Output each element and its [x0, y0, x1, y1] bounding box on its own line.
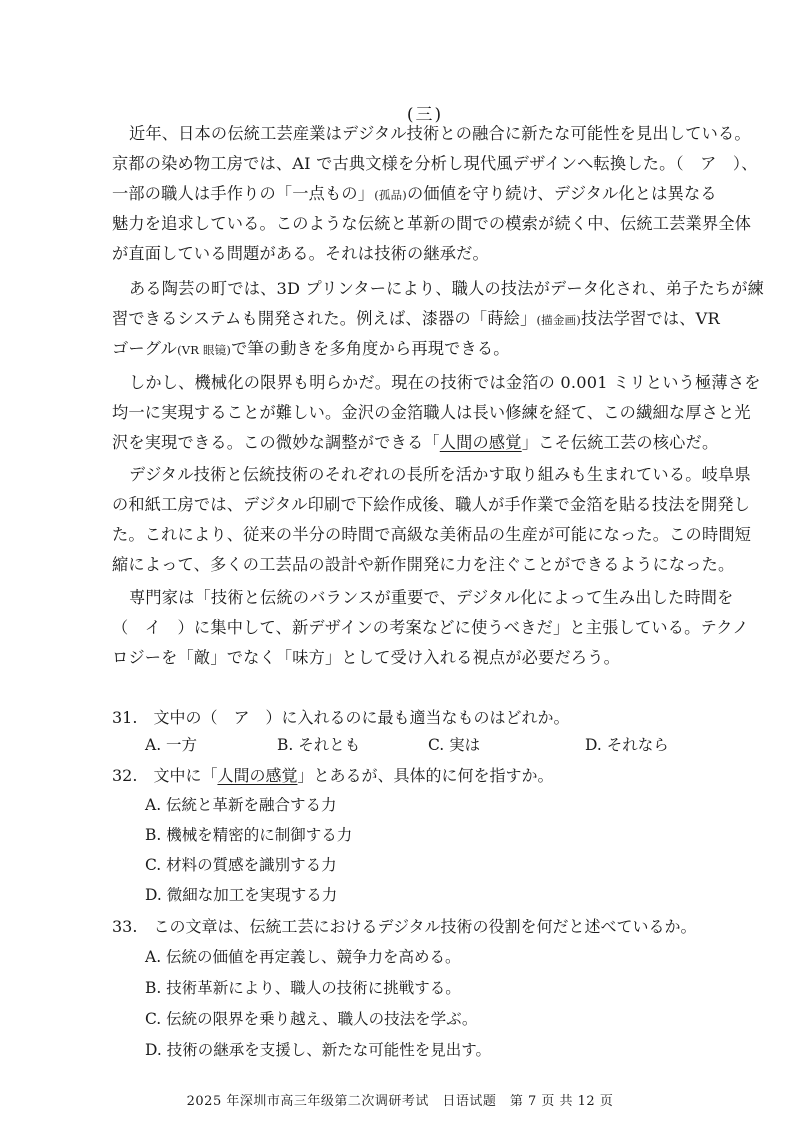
passage-line: 縮によって、多くの工芸品の設計や新作開発に力を注ぐことができるようになった。: [112, 555, 735, 574]
passage-line: 専門家は「技術と伝統のバランスが重要で、デジタル化によって生み出した時間を: [129, 588, 734, 607]
passage-text: 」こそ伝統工芸の核心だ。: [521, 433, 719, 452]
passage-line: デジタル技術と伝統技術のそれぞれの長所を活かす取り組みも生まれている。岐阜県: [129, 465, 751, 484]
passage-text: で筆の動きを多角度から再現できる。: [231, 339, 510, 358]
q32-option-b: B. 機械を精密的に制御する力: [145, 826, 353, 844]
underlined-phrase: 人間の感覚: [439, 433, 522, 452]
q31-option-c: C. 実は: [428, 736, 481, 754]
passage-line: [112, 435, 752, 451]
q32-option-c: C. 材料の質感を識別する力: [145, 856, 337, 874]
passage-line: （ イ ）に集中して、新デザインの考案などに使うべきだ」と主張している。テクノ: [112, 618, 749, 637]
page-footer: 2025 年深圳市高三年级第二次调研考试 日语试题 第 7 页 共 12 页: [186, 1094, 614, 1109]
passage-line: 均一に実現することが難しい。金沢の金箔職人は長い修練を経て、この繊細な厚さと光: [112, 403, 751, 422]
passage-text: 習できるシステムも開発された。例えば、漆器の「蒔絵」: [112, 309, 537, 328]
q33-option-c: C. 伝統の限界を乗り越え、職人の技法を学ぶ。: [145, 1010, 478, 1028]
passage-line: 魅力を追求している。このような伝統と革新の間での模索が続く中、伝統工芸業界全体: [112, 214, 752, 233]
q33-option-d: D. 技術の継承を支援し、新たな可能性を見出す。: [145, 1041, 491, 1059]
passage-line: [112, 186, 752, 202]
question-31-stem: 31. 文中の（ ア ）に入れるのに最も適当なものはどれか。: [112, 708, 570, 727]
passage-line: ある陶芸の町では、3D プリンターにより、職人の技法がデータ化され、弟子たちが練: [129, 279, 765, 298]
passage-line: ロジーを「敵」でなく「味方」として受け入れる視点が必要だろう。: [112, 648, 621, 667]
passage-line: が直面している問題がある。それは技術の継承だ。: [112, 244, 489, 263]
underlined-phrase: 人間の感覚: [217, 766, 298, 785]
passage-line: しかし、機械化の限界も明らかだ。現在の技術では金箔の 0.001 ミリという極薄さを: [129, 373, 761, 392]
passage-line: 京都の染め物工房では、AI で古典文様を分析し現代風デザインへ転換した。（ ア ）、: [112, 154, 758, 173]
q32-stem-text: 」とあるが、具体的に何を指すか。: [297, 766, 554, 785]
gloss-note: (VR 眼镜): [177, 343, 232, 357]
question-32-stem: [112, 763, 553, 786]
q31-option-d: D. それなら: [585, 736, 669, 754]
passage-line: 近年、日本の伝統工芸産業はデジタル技術との融合に新たな可能性を見出している。: [129, 124, 751, 143]
q33-option-a: A. 伝統の価値を再定義し、競争力を高める。: [145, 948, 461, 966]
passage-text: 一部の職人は手作りの「一点もの」: [112, 184, 375, 203]
passage-text: の価値を守り続け、デジタル化とは異なる: [406, 184, 717, 203]
passage-text: 技法学習では、VR: [580, 309, 720, 328]
q32-option-d: D. 微細な加工を実現する力: [145, 886, 338, 904]
q31-option-a: A. 一方: [145, 736, 198, 754]
gloss-note: (孤品): [374, 188, 407, 202]
section-title: (三): [406, 105, 444, 125]
passage-line: の和紙工房では、デジタル印刷で下絵作成後、職人が手作業で金箔を貼る技法を開発し: [112, 495, 751, 514]
q32-option-a: A. 伝統と革新を融合する力: [145, 796, 337, 814]
q32-stem-text: 32. 文中に「: [112, 766, 218, 785]
passage-line: [112, 311, 752, 327]
passage-line: た。これにより、従来の半分の時間で高級な美術品の生産が可能になった。この時間短: [112, 525, 752, 544]
q33-option-b: B. 技術革新により、職人の技術に挑戦する。: [145, 979, 461, 997]
gloss-note: (描金画): [536, 313, 581, 327]
q31-option-b: B. それとも: [277, 736, 361, 754]
question-33-stem: 33. この文章は、伝統工芸におけるデジタル技術の役割を何だと述べているか。: [112, 917, 697, 936]
passage-line: [112, 341, 752, 357]
passage-text: 沢を実現できる。この微妙な調整ができる「: [112, 433, 440, 452]
passage-text: ゴーグル: [112, 339, 178, 358]
